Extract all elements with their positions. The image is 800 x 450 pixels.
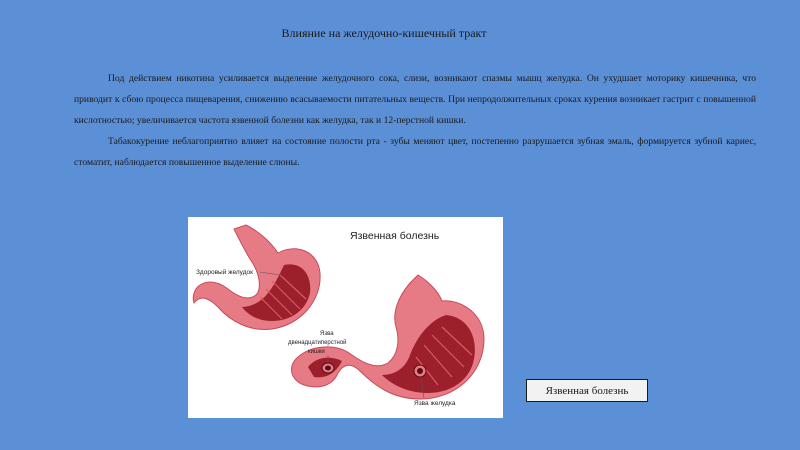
label-duodenal-ulcer-line1: Язва [320, 331, 334, 337]
figure-heading: Язвенная болезнь [350, 230, 440, 242]
paragraph-digestion: Под действием никотина усиливается выделение желудочного сока, слизи, возникают спазмы мышц желудка. Он ухудшает моторику кишечника, что приводит к сбою процесса пищеварения, снижению всасываемости питательных веществ. При непродолжительных сроках курения возникает гастрит с повышенной кислотностью; увеличивается частота язвенной болезни как желудка, так и 12-перстной кишки. [74, 73, 756, 126]
body-text [74, 68, 756, 173]
label-duodenal-ulcer-line2: двенадцатиперстной [288, 340, 347, 346]
stomach-diagram [188, 217, 503, 418]
paragraph-oral-cavity: Табакокурение неблагоприятно влияет на состояние полости рта - зубы меняют цвет, постепенно разрушается зубная эмаль, формируется зубной кариес, стоматит, наблюдается повышенное выделение слюны. [74, 136, 756, 168]
slide-title: Влияние на желудочно-кишечный тракт [281, 26, 487, 40]
caption-box: Язвенная болезнь [526, 379, 648, 402]
ulcer-stomach-drawing [291, 275, 484, 399]
healthy-stomach-drawing [193, 225, 320, 329]
label-duodenal-ulcer-line3: кишки [308, 349, 325, 355]
label-gastric-ulcer: Язва желудка [414, 400, 456, 407]
label-healthy-stomach: Здоровый желудок [196, 269, 253, 276]
stomach-ulcer-illustration [188, 217, 503, 418]
